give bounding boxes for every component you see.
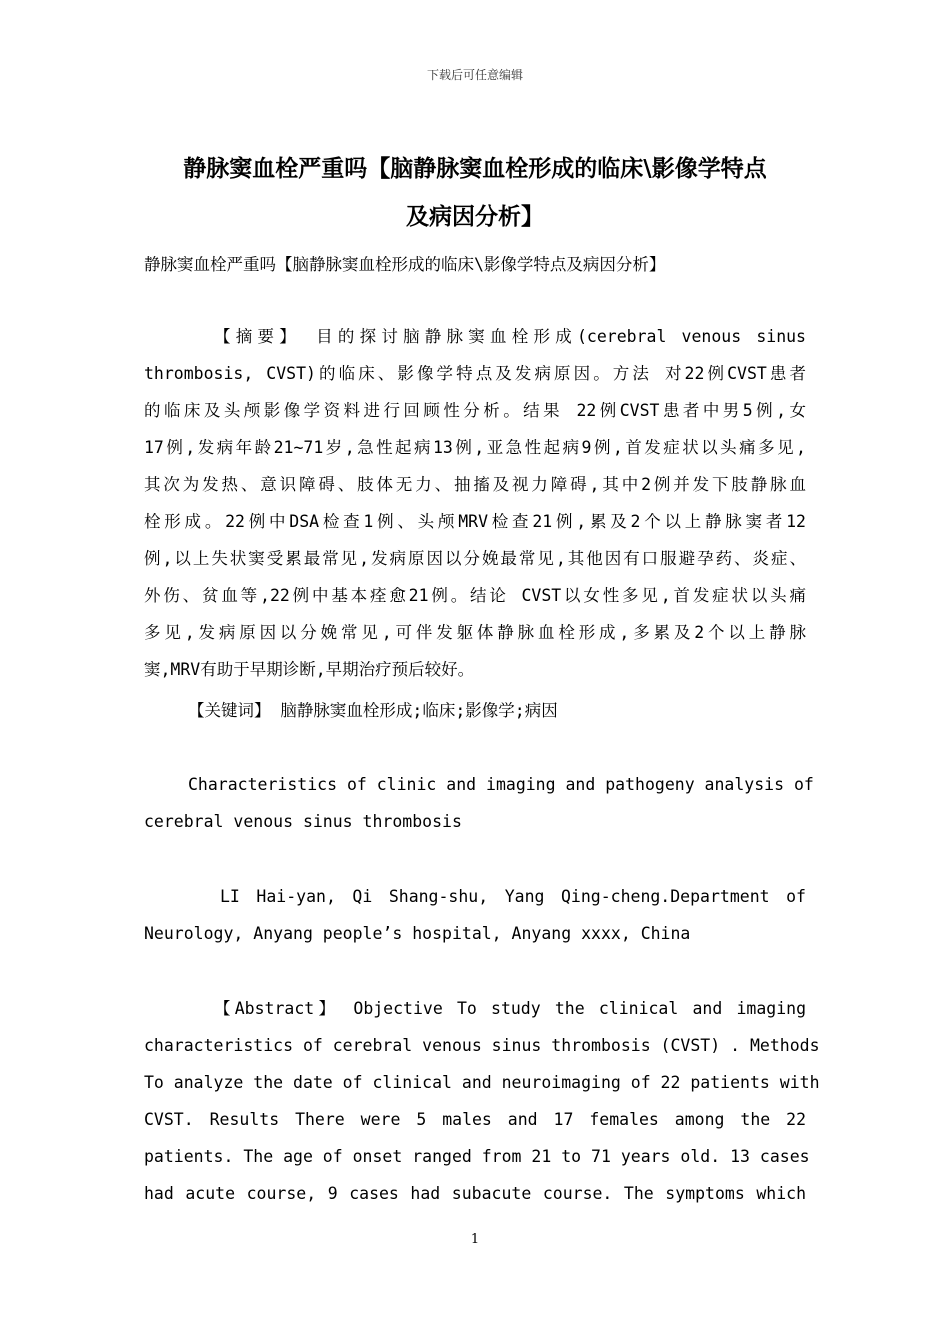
abstract-cn-line: 的临床及头颅影像学资料进行回顾性分析。结果 22例CVST患者中男5例,女 xyxy=(144,401,806,420)
abstract-en-line: patients. The age of onset ranged from 21 to 71 years old. 13 cases xyxy=(144,1147,810,1166)
abstract-en-line: 【Abstract】 Objective To study the clinical and imaging xyxy=(214,999,806,1018)
abstract-en-line: To analyze the date of clinical and neuroimaging of 22 patients with xyxy=(144,1073,820,1092)
header-note: 下载后可任意编辑 xyxy=(426,68,523,82)
english-title-line-1: Characteristics of clinic and imaging and pathogeny analysis of xyxy=(188,775,814,794)
page-number: 1 xyxy=(470,1232,480,1247)
document-title-line-1: 静脉窦血栓严重吗【脑静脉窦血栓形成的临床\影像学特点 xyxy=(183,156,767,182)
keywords-cn: 【关键词】 脑静脉窦血栓形成;临床;影像学;病因 xyxy=(188,701,558,720)
authors-line-1: LI Hai-yan, Qi Shang-shu, Yang Qing-cheng.Department of xyxy=(220,887,806,906)
english-title-line-2: cerebral venous sinus thrombosis xyxy=(144,812,462,831)
abstract-cn-line: 外伤、贫血等,22例中基本痊愈21例。结论 CVST以女性多见,首发症状以头痛 xyxy=(144,586,806,605)
abstract-cn-line: 【摘要】 目的探讨脑静脉窦血栓形成(cerebral venous sinus xyxy=(214,327,806,346)
document-subtitle: 静脉窦血栓严重吗【脑静脉窦血栓形成的临床\影像学特点及病因分析】 xyxy=(144,255,666,274)
abstract-cn-line: 多见,发病原因以分娩常见,可伴发躯体静脉血栓形成,多累及2个以上静脉 xyxy=(144,623,806,642)
authors-line-2: Neurology, Anyang people’s hospital, Anyang xxxx, China xyxy=(144,924,691,943)
abstract-cn-line: thrombosis, CVST)的临床、影像学特点及发病原因。方法 对22例CVST患者 xyxy=(144,364,806,383)
abstract-en-line: characteristics of cerebral venous sinus thrombosis (CVST) . Methods xyxy=(144,1036,820,1055)
abstract-cn-line: 17例,发病年龄21~71岁,急性起病13例,亚急性起病9例,首发症状以头痛多见, xyxy=(144,438,806,457)
abstract-cn-line: 栓形成。22例中DSA检查1例、头颅MRV检查21例,累及2个以上静脉窦者12 xyxy=(144,512,806,531)
abstract-cn-line: 其次为发热、意识障碍、肢体无力、抽搐及视力障碍,其中2例并发下肢静脉血 xyxy=(144,475,806,494)
abstract-cn-line: 窦,MRV有助于早期诊断,早期治疗预后较好。 xyxy=(144,660,475,679)
document-title-line-2: 及病因分析】 xyxy=(406,204,544,230)
abstract-en-line: CVST. Results There were 5 males and 17 females among the 22 xyxy=(144,1110,806,1129)
abstract-cn-line: 例,以上失状窦受累最常见,发病原因以分娩最常见,其他因有口服避孕药、炎症、 xyxy=(144,549,806,568)
abstract-en-line: had acute course, 9 cases had subacute course. The symptoms which xyxy=(144,1184,806,1203)
